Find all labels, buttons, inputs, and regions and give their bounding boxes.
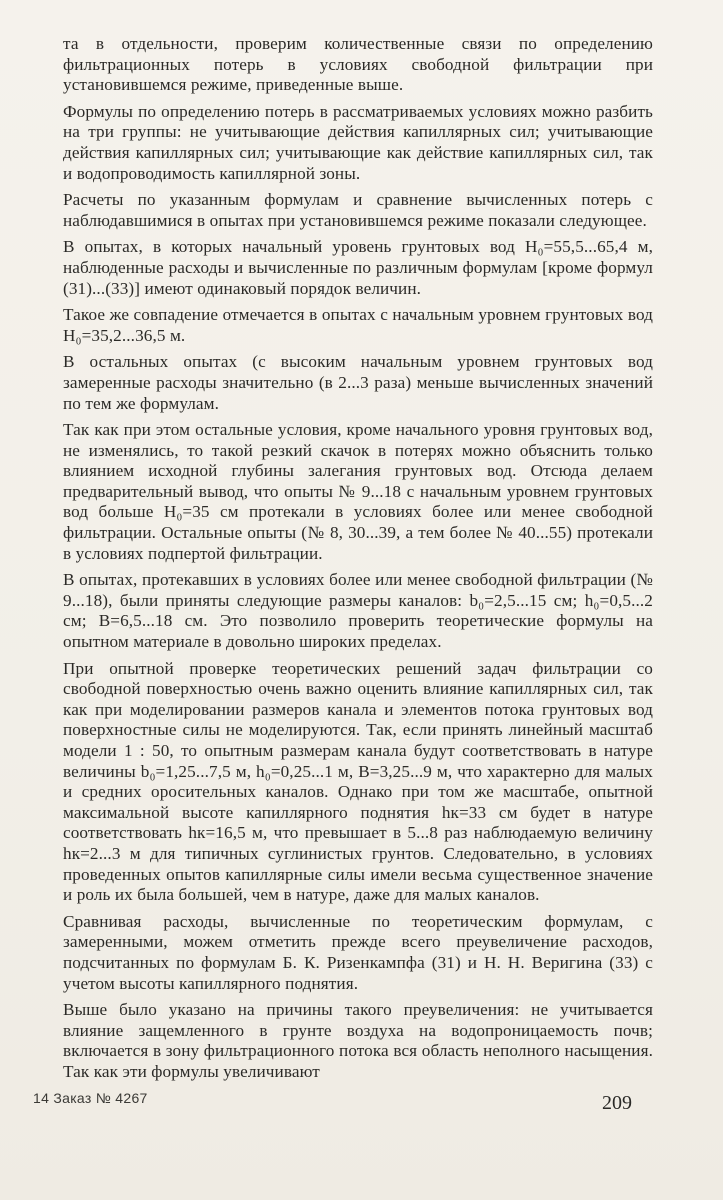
paragraph: В остальных опытах (с высоким начальным уровнем грунтовых вод замеренные расходы значительно (в 2...3 раза) меньше вычисленных значений по тем же формулам. (63, 352, 653, 413)
printer-signature: 14 Заказ № 4267 (33, 1090, 148, 1106)
body-text (63, 34, 653, 1089)
paragraph: Такое же совпадение отмечается в опытах с начальным уровнем грунтовых вод H₀=35,2...36,5 м. (63, 305, 653, 345)
paragraph: В опытах, протекавших в условиях более или менее свободной фильтрации (№ 9...18), были приняты следующие размеры каналов: b₀=2,5...15 см; h₀=0,5...2 см; B=6,5...18 см. Это позволило проверить теоретические формулы на опытном материале в довольно широких пределах. (63, 570, 653, 652)
paragraph: Выше было указано на причины такого преувеличения: не учитывается влияние защемленного в грунте воздуха на водопроницаемость почв; включается в зону фильтрационного потока вся область неполного насыщения. Так как эти формулы увеличивают (63, 1000, 653, 1081)
paragraph: При опытной проверке теоретических решений задач фильтрации со свободной поверхностью очень важно оценить влияние капиллярных сил, так как при моделировании размеров канала и элементов потока грунтовых вод поверхностные силы не моделируются. Так, если принять линейный масштаб модели 1 : 50, то опытным размерам канала будут соответствовать в натуре величины b₀=1,25...7,5 м, h₀=0,25...1 м, B=3,25...9 м, что характерно для малых и средних оросительных каналов. Однако при том же масштабе, опытной максимальной высоте капиллярного поднятия hк=33 см будет в натуре соответствовать hк=16,5 м, что превышает в 5...8 раз наблюдаемую величину hк=2...3 м для типичных суглинистых грунтов. Следовательно, в условиях проведенных опытов капиллярные силы имели весьма существенное значение и роль их была большей, чем в натуре, даже для малых каналов. (63, 658, 653, 905)
paragraph: Сравнивая расходы, вычисленные по теоретическим формулам, с замеренными, можем отметить прежде всего преувеличение расходов, подсчитанных по формулам Б. К. Ризенкампфа (31) и Н. Н. Веригина (33) с учетом высоты капиллярного поднятия. (63, 911, 653, 993)
paragraph: Так как при этом остальные условия, кроме начального уровня грунтовых вод, не изменялись, то такой резкий скачок в потерях можно объяснить только влиянием исходной глубины залегания грунтовых вод. Отсюда делаем предварительный вывод, что опыты № 9...18 с начальным уровнем грунтовых вод больше H₀=35 см протекали в условиях более или менее свободной фильтрации. Остальные опыты (№ 8, 30...39, а тем более № 40...55) протекали в условиях подпертой фильтрации. (63, 420, 653, 563)
paragraph: Расчеты по указанным формулам и сравнение вычисленных потерь с наблюдавшимися в опытах при установившемся режиме показали следующее. (63, 190, 653, 230)
page-number: 209 (602, 1092, 632, 1114)
paragraph: В опытах, в которых начальный уровень грунтовых вод H₀=55,5...65,4 м, наблюденные расходы и вычисленные по различным формулам [кроме формул (31)...(33)] имеют одинаковый порядок величин. (63, 237, 653, 298)
paragraph: Формулы по определению потерь в рассматриваемых условиях можно разбить на три группы: не учитывающие действия капиллярных сил; учитывающие действия капиллярных сил; учитывающие как действие капиллярных сил, так и водопроводимость капиллярной зоны. (63, 101, 653, 183)
paragraph: та в отдельности, проверим количественные связи по определению фильтрационных потерь в условиях свободной фильтрации при установившемся режиме, приведенные выше. (63, 34, 653, 95)
